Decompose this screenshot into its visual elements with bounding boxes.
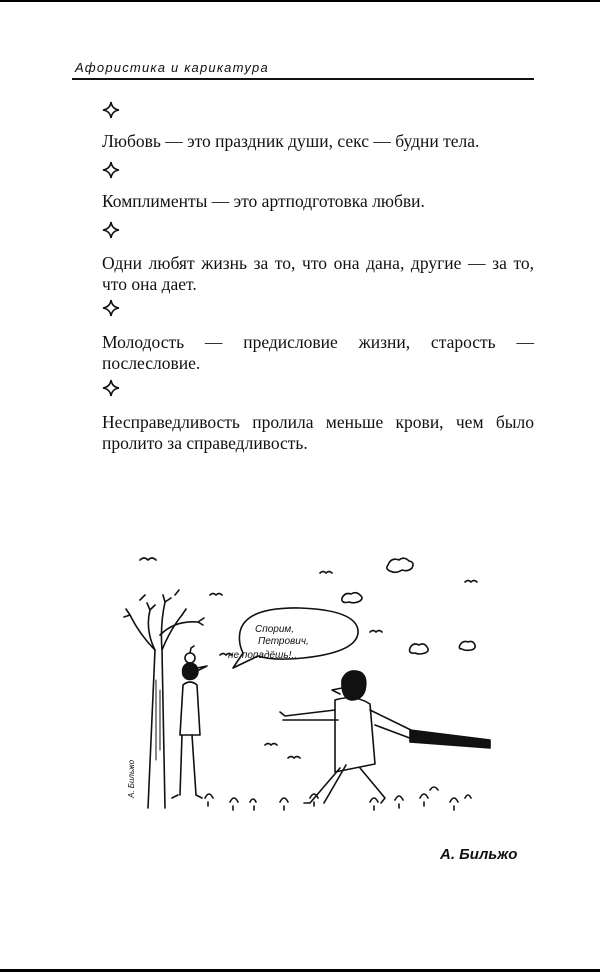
artist-signature: А. Бильжо	[440, 846, 518, 863]
bird-icon	[288, 757, 300, 759]
aphorism-5: Несправедливость пролила меньше крови, чем было пролито за справедливость.	[102, 412, 534, 453]
page-top-border	[0, 0, 600, 2]
aphorism-2: Комплименты — это артподготовка любви.	[102, 191, 425, 211]
bird-icon	[370, 631, 382, 633]
speech-bubble-line-3: не попадёшь!..	[228, 650, 297, 661]
bird-icon	[465, 581, 477, 583]
aphorism-1: Любовь — это праздник души, секс — будни тела.	[102, 131, 480, 151]
speech-bubble-line-2: Петрович,	[258, 636, 309, 647]
throwing-man	[280, 671, 490, 803]
artist-vertical-signature: А. Бильжо	[127, 759, 136, 798]
four-point-star-icon	[102, 221, 120, 239]
four-point-star-icon	[102, 101, 120, 119]
tree	[124, 590, 204, 808]
cloud-icon	[459, 641, 475, 650]
four-point-star-icon	[102, 161, 120, 179]
speech-bubble	[228, 608, 358, 668]
cloud-icon	[410, 644, 429, 654]
speech-bubble-line-1: Спорим,	[255, 624, 295, 635]
header-rule	[72, 78, 534, 80]
four-point-star-icon	[102, 379, 120, 397]
aphorism-3: Одни любят жизнь за то, что она дана, другие — за то, что она дает.	[102, 253, 534, 294]
four-point-star-icon	[102, 299, 120, 317]
running-header: Афористика и карикатура	[75, 60, 269, 75]
bird-icon	[140, 558, 156, 560]
cloud-icon	[342, 593, 362, 603]
cloud-icon	[387, 558, 413, 572]
bird-icon	[320, 572, 332, 574]
cartoon-illustration	[120, 540, 500, 815]
small-man	[172, 646, 207, 798]
ground-grass	[205, 787, 471, 810]
aphorism-4: Молодость — предисловие жизни, старость — послесловие.	[102, 332, 534, 373]
bird-icon	[210, 594, 222, 596]
bird-icon	[265, 744, 277, 746]
